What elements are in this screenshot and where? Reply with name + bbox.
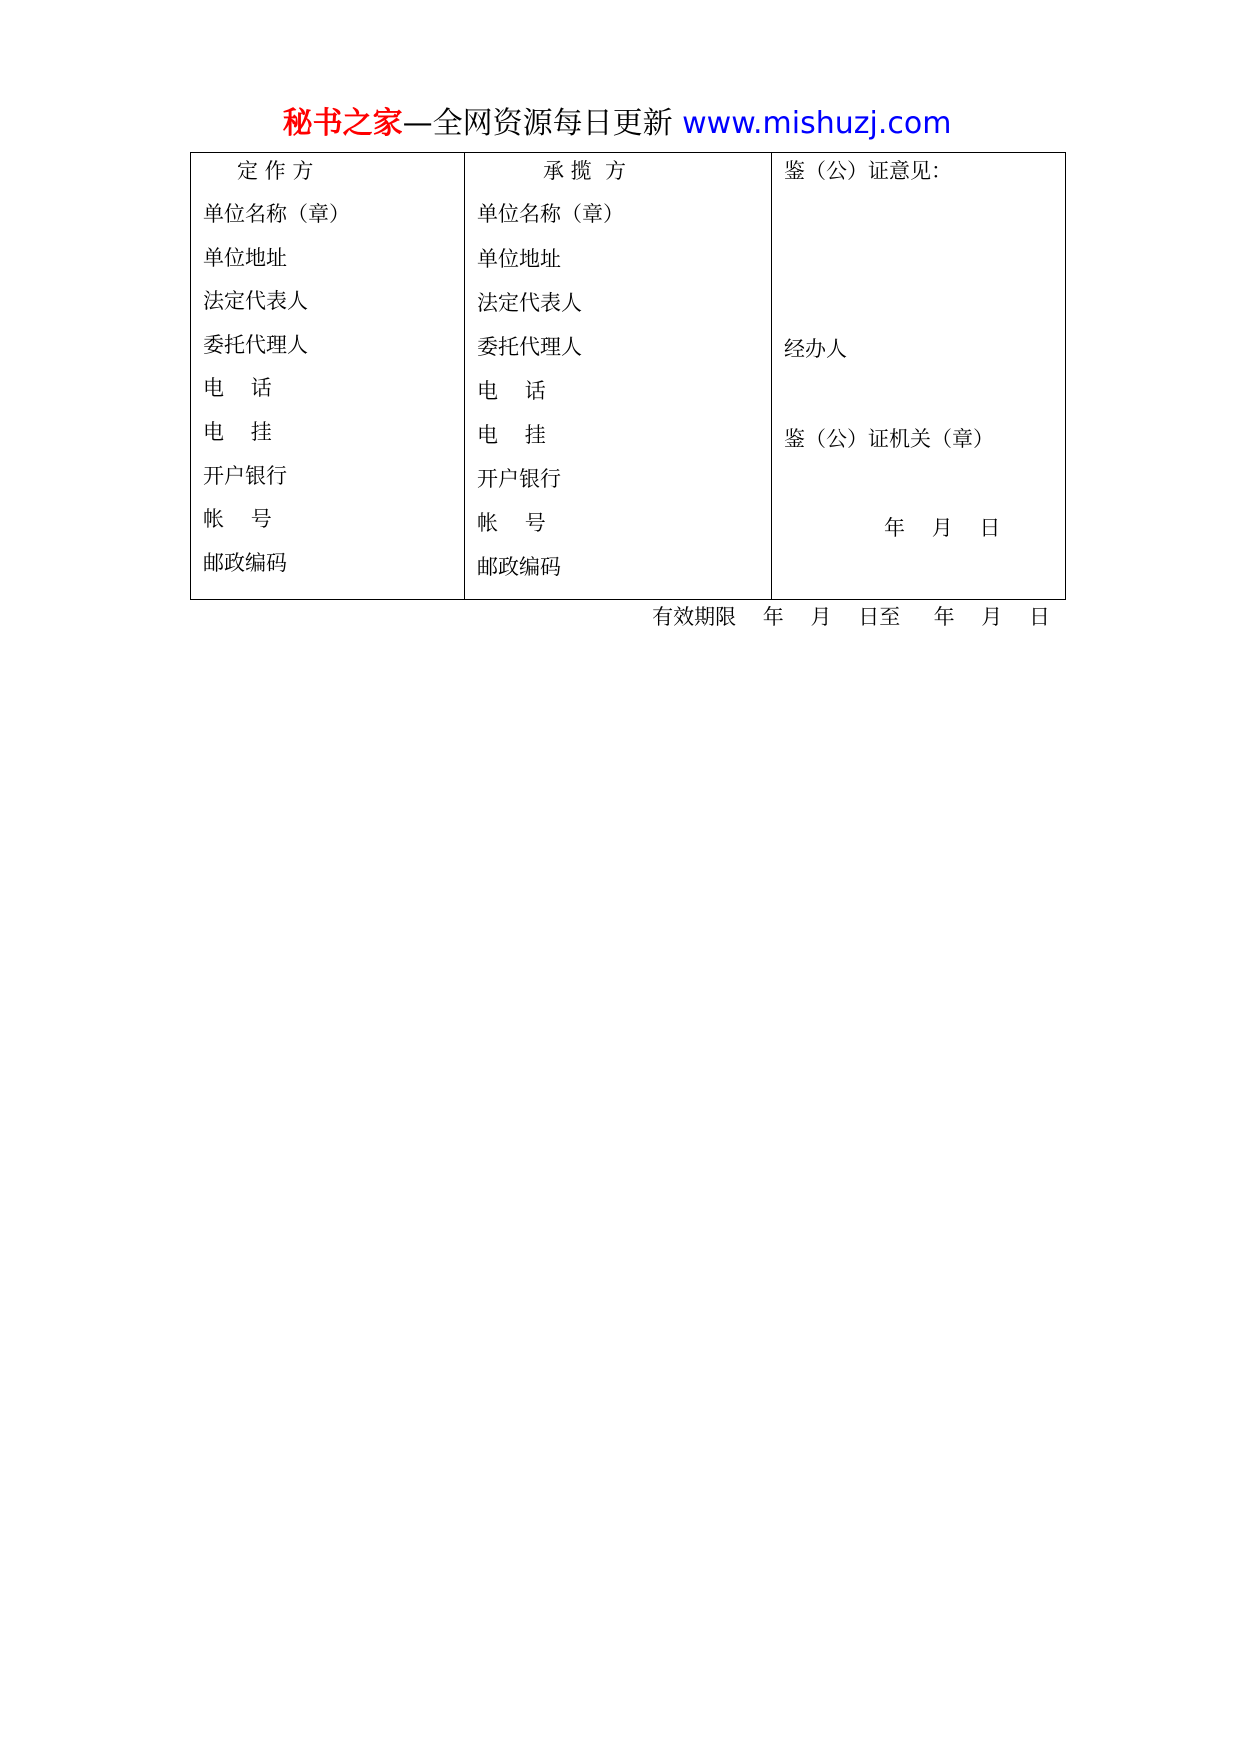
party-a-field: 单位地址 [203,246,287,270]
party-a-field: 帐 号 [203,507,272,531]
notary-column [771,153,1065,599]
notary-date: 年 月 日 [884,516,1001,540]
notary-authority-label: 鉴（公）证机关（章） [784,427,994,451]
party-a-field: 法定代表人 [203,289,308,313]
validity-period: 有效期限 年 月 日至 年 月 日 [652,605,1050,629]
party-a-column [191,153,464,599]
party-b-field: 单位地址 [477,247,561,271]
site-url: www.mishuzj.com [682,106,952,141]
contract-signature-table [190,152,1066,600]
party-b-title: 承 揽 方 [543,159,627,183]
party-b-field: 单位名称（章） [477,202,624,226]
brand-name: 秘书之家 [282,106,403,141]
party-b-field: 帐 号 [477,511,546,535]
notary-opinion-label: 鉴（公）证意见： [784,159,952,183]
notary-handler-label: 经办人 [784,337,847,361]
party-b-field: 邮政编码 [477,555,561,579]
party-b-field: 电 挂 [477,423,546,447]
party-a-title: 定 作 方 [237,159,314,183]
party-b-column [464,153,772,599]
party-b-field: 电 话 [477,379,546,403]
party-b-field: 委托代理人 [477,335,582,359]
document-header [0,104,1234,144]
party-b-field: 法定代表人 [477,291,582,315]
party-a-field: 委托代理人 [203,333,308,357]
party-b-field: 开户银行 [477,467,561,491]
party-a-field: 邮政编码 [203,551,287,575]
header-tagline: —全网资源每日更新 [402,106,673,141]
party-a-field: 电 挂 [203,420,272,444]
party-a-field: 电 话 [203,376,272,400]
party-a-field: 开户银行 [203,464,287,488]
party-a-field: 单位名称（章） [203,202,350,226]
